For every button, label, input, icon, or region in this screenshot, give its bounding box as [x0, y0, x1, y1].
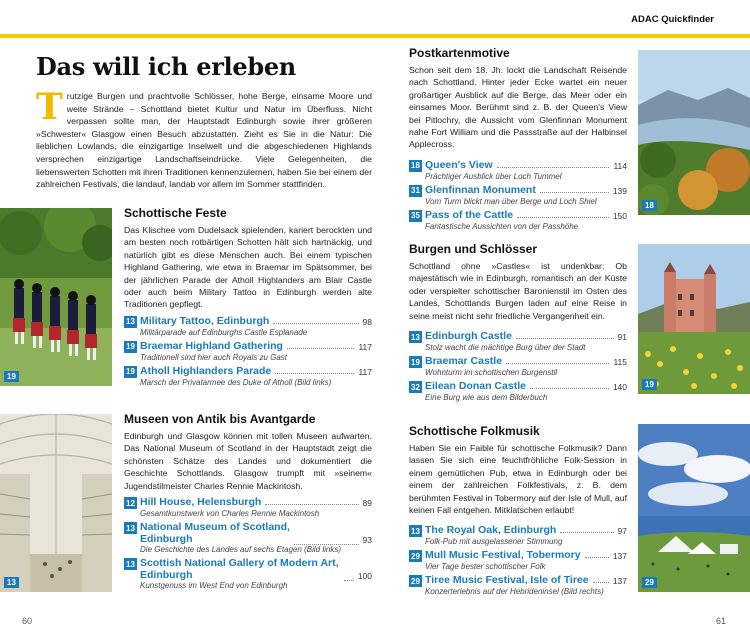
list-item[interactable] — [409, 159, 627, 181]
entry-description: Traditionell sind hier auch Royals zu Gast — [140, 352, 288, 362]
page-ref: 114 — [613, 160, 627, 171]
page-ref: 139 — [612, 185, 627, 196]
entry-title[interactable]: Hill House, Helensburgh — [140, 496, 262, 509]
section-burgen — [409, 242, 627, 402]
entry-title[interactable]: Eilean Donan Castle — [425, 380, 526, 393]
list-item[interactable] — [409, 355, 627, 377]
map-number: 19 — [124, 366, 137, 378]
map-number: 29 — [409, 575, 422, 587]
section-heading: Burgen und Schlösser — [409, 242, 538, 256]
dot-leader — [540, 184, 609, 193]
header-rule — [0, 34, 750, 38]
map-number: 13 — [124, 522, 137, 534]
section-body: Schon seit dem 18. Jh. lockt die Landschaft Reisende nach Schottland. Hinter jeder Ecke wartet ein neuer großartiger Ausblick auf die Berge, das Meer oder ein einsames Moor. Berühmt sind z. B. der Queen's View bei Pitlochry, die Aussicht vom Glenfinnan Monument nahe Fort William und die Passstraße auf der Halbinsel Applecross. — [409, 65, 627, 150]
entry-description: Vom Turm blickt man über Berge und Loch Shiel — [425, 196, 597, 206]
photo-badge: 18 — [642, 200, 657, 211]
entry-title[interactable]: Edinburgh Castle — [425, 330, 512, 343]
dot-leader — [287, 340, 354, 349]
map-number: 31 — [409, 185, 422, 197]
photo-badge: 13 — [4, 577, 19, 588]
page-ref: 117 — [358, 341, 372, 352]
intro-text: rutzige Burgen und prachtvolle Schlösser, hohe Berge, einsame Moore und weite Strände – Schottland bietet Kultur und Natur im Überfluss. Nicht verpassen sollte man, der Hauptstadt Edinburgh sowie ihrer größeren »Schwester« Glasgow einen Besuch abzustatten. Zieht es Sie in die Natur: Die lieblichen Lowlands, die einzigartige Inselwelt und die abgeschiedenen Highlands versprechen einzigartige Landschaftseindrücke. Viele Gelegenheiten, die liebenswerten Schotten mit ihren Traditionen kennenzulernen, haben Sie bei einem der zahlreichen Festivals, die landauf, landab vor allem im Sommer stattfinden. — [36, 91, 372, 190]
list-item[interactable] — [409, 524, 627, 546]
entry-description: Folk-Pub mit ausgelassener Stimmung — [425, 537, 563, 547]
entry-title[interactable]: Glenfinnan Monument — [425, 183, 536, 196]
dot-leader — [516, 330, 614, 339]
section-feste — [124, 206, 372, 387]
page-ref: 89 — [362, 498, 372, 509]
entry-description: Gesamtkunstwerk von Charles Rennie Mackintosh — [140, 509, 320, 519]
entry-description: Vier Tage bester schottischer Folk — [425, 562, 546, 572]
entry-title[interactable]: Mull Music Festival, Tobermory — [425, 549, 581, 562]
page-number-left: 60 — [22, 616, 33, 626]
section-museen — [124, 412, 372, 590]
photo-national-museum — [0, 414, 112, 592]
photo-braemar-castle — [638, 244, 750, 394]
entry-title[interactable]: Braemar Highland Gathering — [140, 339, 283, 352]
intro-paragraph — [36, 86, 372, 191]
page-ref: 150 — [612, 210, 627, 221]
photo-badge: 19 — [4, 371, 19, 382]
list-item[interactable] — [124, 496, 372, 518]
dot-leader — [517, 209, 609, 218]
list-item[interactable] — [409, 574, 627, 596]
list-item[interactable] — [409, 549, 627, 571]
section-folk — [409, 424, 627, 596]
map-number: 13 — [124, 316, 137, 328]
map-number: 13 — [409, 331, 422, 343]
dot-leader — [275, 365, 354, 374]
entry-description: Marsch der Privatarmee des Duke of Atholl (Bild links) — [140, 377, 332, 387]
dot-leader — [344, 572, 354, 581]
dot-leader — [560, 524, 613, 533]
entry-list — [409, 159, 627, 231]
section-postkarten — [409, 46, 627, 231]
dot-leader — [593, 574, 609, 583]
entry-title[interactable]: Pass of the Cattle — [425, 208, 514, 221]
section-body: Das Klischee vom Dudelsack spielenden, kariert berockten und am besten noch rotbärtigen Schotten hält sich hartnäckig, und natürlich gibt es diese Menschen auch. Bei einem typischen Highland Gathering, wie etwa in Braemar im Spätsommer, bei der jährlichen Parade der Atholl Highlanders am Blair Castle oder auch beim Military Tattoo in Edinburgh werden alte Traditionen gepflegt. — [124, 225, 372, 310]
section-heading: Schottische Folkmusik — [409, 424, 540, 438]
dot-leader — [273, 315, 358, 324]
running-header: ADAC Quickfinder — [631, 14, 714, 25]
entry-description: Wohnturm im schottischen Burgenstil — [425, 368, 558, 378]
dot-leader — [294, 536, 359, 545]
page-ref: 91 — [617, 332, 627, 343]
entry-title[interactable]: Military Tattoo, Edinburgh — [140, 314, 270, 327]
map-number: 35 — [409, 210, 422, 222]
photo-atholl-parade — [0, 208, 112, 386]
section-body: Schottland ohne »Castles« ist undenkbar: Ob majestätisch wie in Edinburgh, romantisch an der Küste oder verspielter schottischer Baronienstil im Osten des Landes, Schottlands Burgen laden auf eine Reise in seine meist nicht sehr friedliche Vergangenheit ein. — [409, 261, 627, 321]
dot-leader — [585, 549, 609, 558]
map-number: 19 — [409, 356, 422, 368]
section-heading: Museen von Antik bis Avantgarde — [124, 412, 316, 426]
entry-list — [124, 315, 372, 387]
entry-list — [409, 524, 627, 596]
list-item[interactable] — [124, 340, 372, 362]
map-number: 32 — [409, 381, 422, 393]
page-ref: 97 — [617, 526, 627, 537]
entry-description: Eine Burg wie aus dem Bilderbuch — [425, 393, 548, 403]
entry-list — [409, 330, 627, 402]
dot-leader — [265, 496, 358, 505]
section-heading: Postkartenmotive — [409, 46, 510, 60]
list-item[interactable] — [409, 330, 627, 352]
page-ref: 115 — [613, 357, 627, 368]
drop-cap: T — [36, 86, 63, 128]
entry-title[interactable]: Queen's View — [425, 158, 493, 171]
photo-badge: 29 — [642, 577, 657, 588]
map-number: 29 — [409, 550, 422, 562]
entry-title[interactable]: National Museum of Scotland, Edinburgh — [140, 521, 290, 546]
section-body: Haben Sie ein Faible für schottische Folkmusik? Dann lassen Sie sich eine feuchtfröhliche Folk-Session in einem gemütlichen Pub, etwa in Edinburgh oder bei einem der zahlreichen Folkfestivals, z. B. dem berühmten Festival in Tobermory auf der Isle of Mull, auf keinen Fall entgehen. Mitklatschen erlaubt! — [409, 443, 627, 516]
map-number: 12 — [124, 497, 137, 509]
photo-queens-view — [638, 50, 750, 215]
page-number-right: 61 — [715, 616, 726, 626]
list-item[interactable] — [124, 365, 372, 387]
entry-description: Kunstgenuss im West End von Edinburgh — [140, 581, 288, 591]
page-title: Das will ich erleben — [36, 52, 296, 81]
dot-leader — [506, 355, 609, 364]
page-ref: 93 — [362, 535, 372, 546]
page-ref: 137 — [612, 576, 627, 587]
entry-description: Militärparade auf Edinburghs Castle Esplanade — [140, 327, 308, 337]
entry-description: Stolz wacht die mächtige Burg über der Stadt — [425, 343, 586, 353]
section-heading: Schottische Feste — [124, 206, 227, 220]
entry-title[interactable]: Braemar Castle — [425, 355, 503, 368]
section-body: Edinburgh und Glasgow können mit tollen Museen aufwarten. Das National Museum of Scotland in der Hauptstadt zeigt die schönsten Schätze des Landes und dokumentiert die Geschichte Schottlands. Glasgow trumpft mit »seinem« Jugendstilmeister Charles Rennie Mackintosh. — [124, 431, 372, 491]
entry-description: Fantastische Aussichten von der Passhöhe — [425, 221, 579, 231]
page-ref: 140 — [612, 382, 627, 393]
entry-title[interactable]: Scottish National Gallery of Modern Art, Edinburgh — [140, 557, 339, 582]
photo-tiree-festival — [638, 424, 750, 592]
entry-description: Konzerterlebnis auf der Hebrideninsel (Bild rechts) — [425, 587, 604, 597]
entry-list — [124, 496, 372, 590]
entry-description: Prächtiger Ausblick über Loch Tummel — [425, 171, 562, 181]
dot-leader — [497, 159, 610, 168]
page-ref: 117 — [358, 366, 372, 377]
map-number: 18 — [409, 160, 422, 172]
entry-title[interactable]: Tiree Music Festival, Isle of Tiree — [425, 574, 589, 587]
list-item[interactable] — [409, 380, 627, 402]
list-item[interactable] — [409, 209, 627, 231]
list-item[interactable] — [124, 557, 372, 590]
map-number: 13 — [409, 525, 422, 537]
page-ref: 98 — [362, 316, 372, 327]
photo-badge: 19 — [642, 379, 657, 390]
entry-title[interactable]: Atholl Highlanders Parade — [140, 364, 272, 377]
map-number: 19 — [124, 341, 137, 353]
page-ref: 137 — [612, 551, 627, 562]
list-item[interactable] — [124, 315, 372, 337]
entry-title[interactable]: The Royal Oak, Edinburgh — [425, 524, 557, 537]
list-item[interactable] — [409, 184, 627, 206]
page-ref: 100 — [357, 571, 372, 582]
entry-description: Die Geschichte des Landes auf sechs Etagen (Bild links) — [140, 545, 341, 555]
list-item[interactable] — [124, 521, 372, 554]
dot-leader — [530, 380, 609, 389]
map-number: 13 — [124, 558, 137, 570]
